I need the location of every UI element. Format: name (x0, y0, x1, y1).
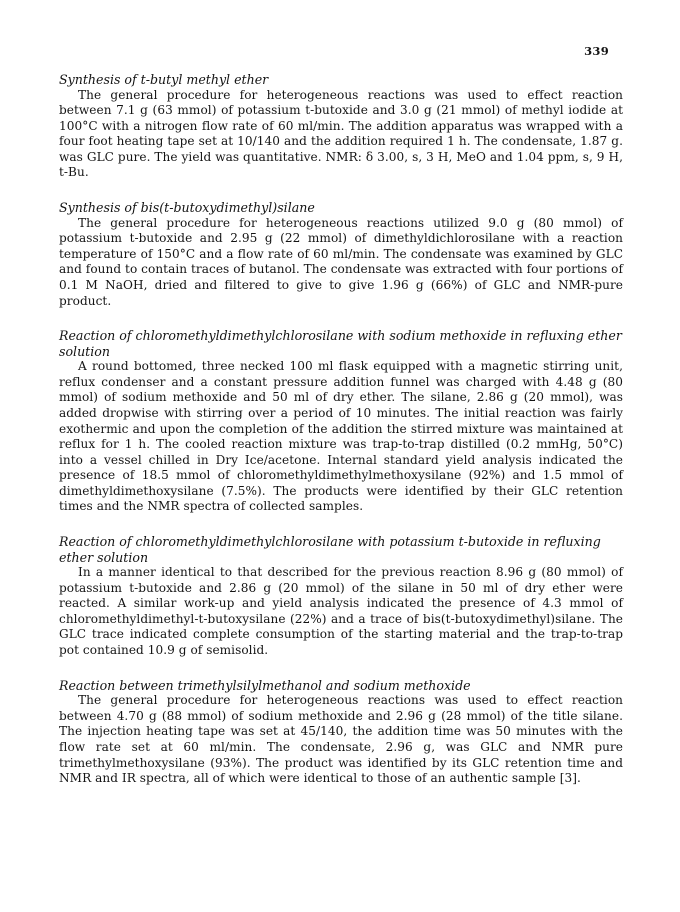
section-heading: Synthesis of bis(t-butoxydimethyl)silane (59, 200, 315, 216)
section-t-butyl-methyl-ether (59, 72, 623, 181)
section-sodium-methoxide-reaction (59, 328, 623, 515)
main-text (59, 72, 623, 806)
section-paragraph: In a manner identical to that described for the previous reaction 8.96 g (80 mmol) of potassium t-butoxide and 2.86 g (20 mmol) of the silane in 50 ml of dry ether were reacted. A similar work-up and yield analysis indicated the presence of 4.3 mmol of chloromethyldimethyl-t-butoxysilane (22%) and a trace of bis(t-butoxydimethyl)silane. The GLC trace indicated complete consumption of the starting material and the trap-to-trap pot contained 10.9 g of semisolid. (59, 565, 623, 658)
section-bis-silane (59, 200, 623, 309)
page-number: 339 (584, 44, 609, 58)
section-paragraph: A round bottomed, three necked 100 ml flask equipped with a magnetic stirring unit, reflux condenser and a constant pressure addition funnel was charged with 4.48 g (80 mmol) of sodium methoxide and 50 ml of dry ether. The silane, 2.86 g (20 mmol), was added dropwise with stirring over a period of 10 minutes. The initial reaction was fairly exothermic and upon the completion of the addition the stirred mixture was maintained at reflux for 1 h. The cooled reaction mixture was trap-to-trap distilled (0.2 mmHg, 50°C) into a vessel chilled in Dry Ice/acetone. Internal standard yield analysis indicated the presence of 18.5 mmol of chloromethyldimethylmethoxysilane (92%) and 1.5 mmol of dimethyldimethoxysilane (7.5%). The products were identified by their GLC retention times and the NMR spectra of collected samples. (59, 359, 623, 514)
section-heading: Synthesis of t-butyl methyl ether (59, 72, 269, 87)
section-paragraph: The general procedure for heterogeneous reactions utilized 9.0 g (80 mmol) of potassium t-butoxide and 2.95 g (22 mmol) of dimethyldichlorosilane with a reaction temperature of 150°C and a flow rate of 60 ml/min. The condensate was examined by GLC and found to contain traces of butanol. The condensate was extracted with four portions of 0.1 M NaOH, dried and filtered to give to give 1.96 g (66%) of GLC and NMR-pure product. (59, 215, 623, 308)
section-paragraph: The general procedure for heterogeneous reactions was used to effect reaction between 7.1 g (63 mmol) of potassium t-butoxide and 3.0 g (21 mmol) of methyl iodide at 100°C with a nitrogen flow rate of 60 ml/min. The addition apparatus was wrapped with a four foot heating tape set at 10/140 and the addition required 1 h. The condensate, 1.87 g. was GLC pure. The yield was quantitative. NMR: δ 3.00, s, 3 H, MeO and 1.04 ppm, s, 9 H, t-Bu. (59, 87, 623, 180)
section-potassium-t-butoxide-reaction (59, 534, 623, 659)
section-trimethylsilylmethanol-reaction (59, 678, 623, 787)
section-heading: Reaction of chloromethyldimethylchlorosilane with potassium t-butoxide in refluxing ether solution (59, 534, 601, 565)
section-heading: Reaction of chloromethyldimethylchlorosilane with sodium methoxide in refluxing ether solution (59, 328, 622, 359)
section-heading: Reaction between trimethylsilylmethanol and sodium methoxide (59, 677, 471, 693)
section-paragraph: The general procedure for heterogeneous reactions was used to effect reaction between 4.70 g (88 mmol) of sodium methoxide and 2.96 g (28 mmol) of the title silane. The injection heating tape was set at 45/140, the addition time was 50 minutes with the flow rate set at 60 ml/min. The condensate, 2.96 g, was GLC and NMR pure trimethylmethoxysilane (93%). The product was identified by its GLC retention time and NMR and IR spectra, all of which were identical to those of an authentic sample [3]. (59, 693, 623, 786)
